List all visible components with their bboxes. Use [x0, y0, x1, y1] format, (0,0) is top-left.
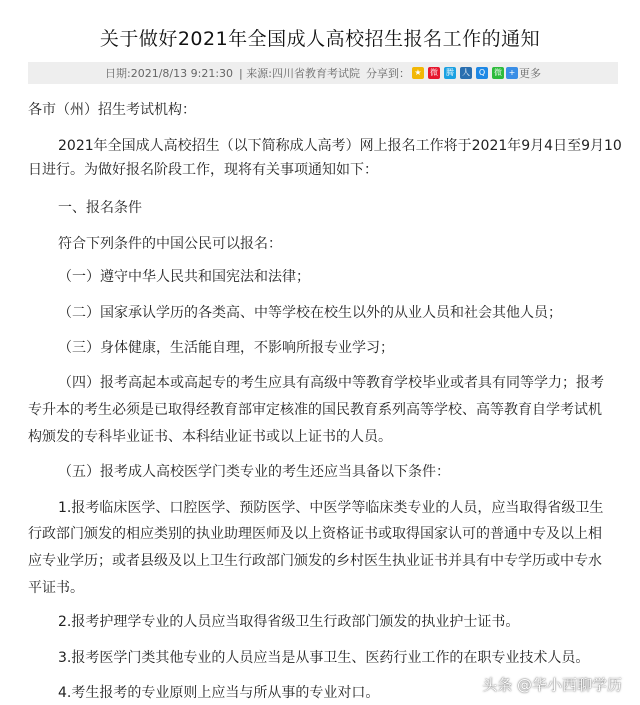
condition-item: （二）国家承认学历的各类高、中等学校在校生以外的从业人员和社会其他人员；	[58, 305, 562, 321]
condition-item-line: （四）报考高起本或高起专的考生应具有高级中等教育学校毕业或者具有同等学力；报考	[58, 375, 604, 391]
share-more-label: 更多	[518, 67, 541, 80]
salutation: 各市（州）招生考试机构：	[28, 102, 196, 118]
paragraph-intro-line: 2021年全国成人高校招生（以下简称成人高考）网上报名工作将于2021年9月4日至9月10	[58, 138, 622, 154]
page-title: 关于做好2021年全国成人高校招生报名工作的通知	[99, 28, 541, 50]
condition-item-line: 专升本的考生必须是已取得经教育部审定核准的国民教育系列高等学校、高等教育自学考试机	[28, 402, 602, 418]
plus-icon: +	[506, 67, 518, 79]
sub-item: 4.考生报考的专业原则上应当与所从事的专业对口。	[58, 685, 380, 701]
condition-item: （三）身体健康，生活能自理，不影响所报专业学习；	[58, 340, 394, 356]
sub-item-line: 行政部门颁发的相应类别的执业助理医师及以上资格证书或取得国家认可的普通中专及以上相	[28, 526, 602, 542]
qzone-icon[interactable]: ★	[412, 67, 424, 79]
sub-item-line: 1.报考临床医学、口腔医学、预防医学、中医学等临床类专业的人员，应当取得省级卫生	[58, 500, 604, 516]
sub-item: 2.报考护理学专业的人员应当取得省级卫生行政部门颁发的执业护士证书。	[58, 614, 520, 630]
paragraph: 符合下列条件的中国公民可以报名：	[58, 236, 282, 252]
paragraph-intro-line: 日进行。为做好报名阶段工作，现将有关事项通知如下：	[28, 162, 378, 178]
sub-item: 3.报考医学门类其他专业的人员应当是从事卫生、医药行业工作的在职专业技术人员。	[58, 650, 590, 666]
share-more-button[interactable]	[506, 65, 541, 81]
sub-item-line: 平证书。	[28, 580, 84, 596]
tencent-weibo-icon[interactable]: 腾	[445, 68, 454, 77]
condition-item: （一）遵守中华人民共和国宪法和法律；	[58, 269, 310, 285]
weibo-icon[interactable]: 微	[429, 68, 438, 77]
qq-icon[interactable]: Q	[476, 67, 488, 79]
condition-item-line: 构颁发的专科毕业证书、本科结业证书或以上证书的人员。	[28, 429, 392, 445]
meta-bar	[28, 62, 618, 84]
renren-icon[interactable]: 人	[461, 68, 470, 77]
watermark: 头条 @华小西聊学历	[482, 676, 622, 694]
share-icons	[412, 67, 504, 79]
condition-item: （五）报考成人高校医学门类专业的考生还应当具备以下条件：	[58, 464, 450, 480]
source-label: | 来源:四川省教育考试院	[239, 67, 360, 80]
section-heading: 一、报名条件	[58, 200, 142, 216]
share-label: 分享到：	[365, 67, 410, 80]
sub-item-line: 应专业学历；或者县级及以上卫生行政部门颁发的乡村医生执业证书并具有中专学历或中专水	[28, 553, 602, 569]
wechat-icon[interactable]: 微	[493, 68, 502, 77]
publish-date: 日期:2021/8/13 9:21:30	[105, 67, 234, 80]
